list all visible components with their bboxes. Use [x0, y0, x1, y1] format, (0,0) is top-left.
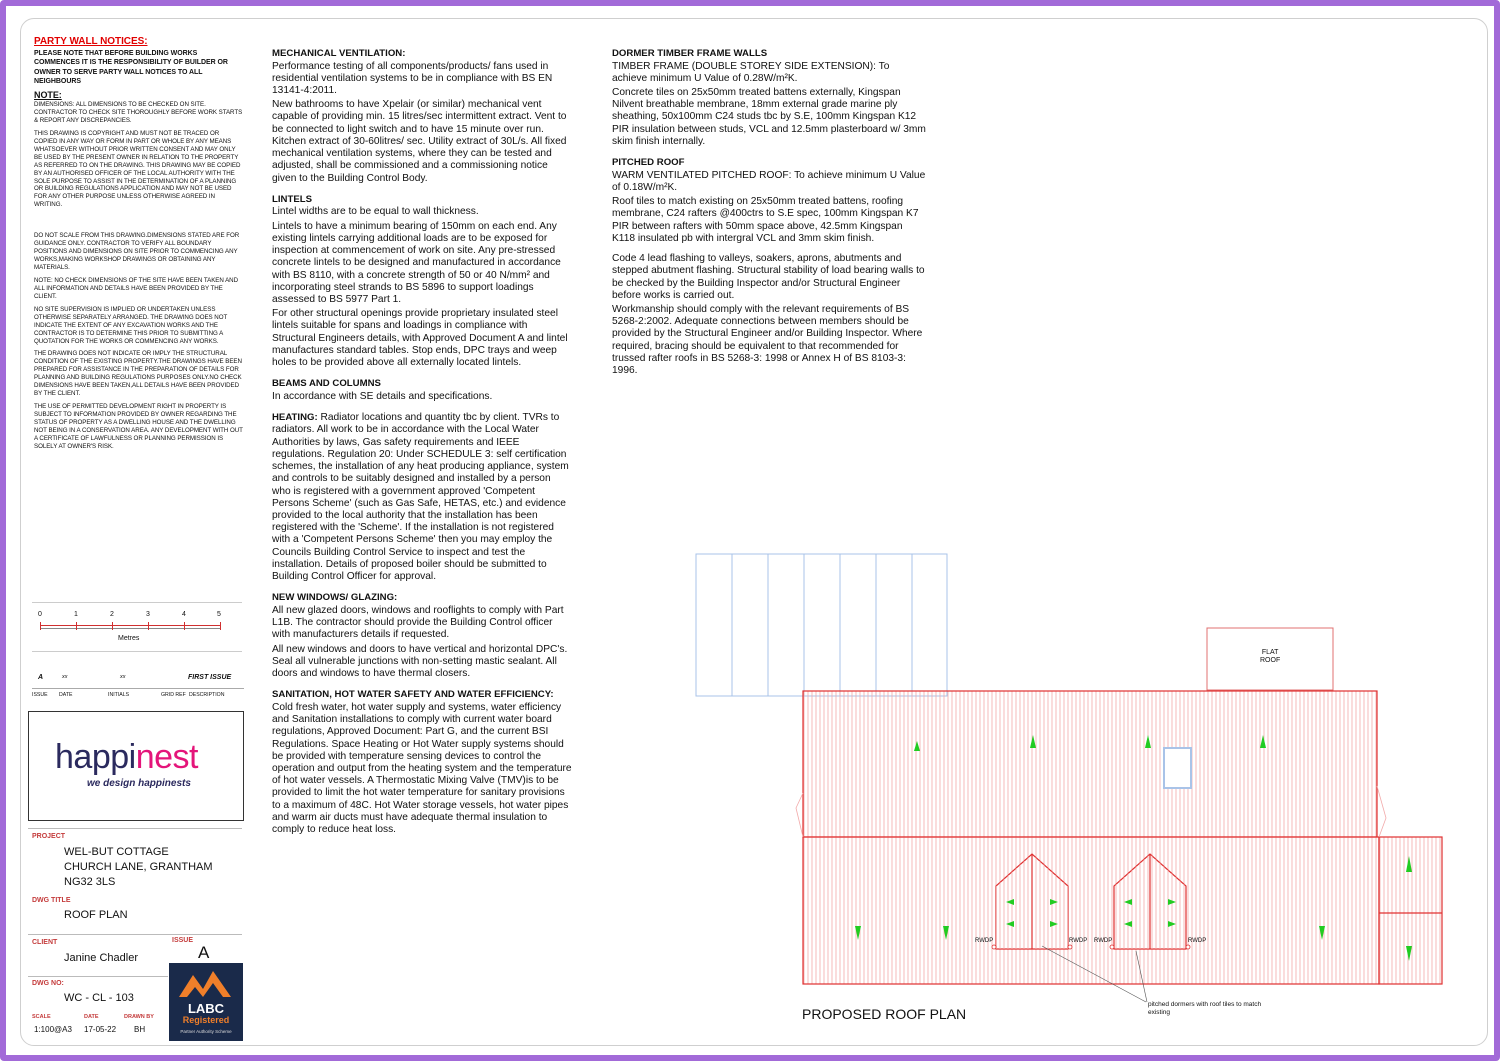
rwdp-label: RWDP — [1188, 938, 1207, 944]
spec-paragraph: Radiator locations and quantity tbc by client. TVRs to radiators. All work to be in accordance with the Local Water Authorities by laws, Gas safety requirements and IEEE regulations. Regulation 20: Under SCHEDULE 3: self certification schemes, the installation of any heat producing appliance, system and controls to be suitably designed and installed by a person who is registered with a government approved 'Competent Persons Scheme' (such as Gas Safe, HETAS, etc.) and evidence provided to the local authority that the installation has been registered with the 'Scheme'. If the installation is not registered with a 'Competent Persons Scheme' then you may employ the Councils Building Control Service to inspect and test the installation. Details of proposed boiler should be submitted to Building Control Officer for approval. — [272, 412, 569, 583]
spec-paragraph: Lintel widths are to be equal to wall thickness. — [272, 206, 479, 218]
dormer-annotation: pitched dormers with roof tiles to match existing — [1148, 1001, 1262, 1016]
spec-heading: NEW WINDOWS/ GLAZING: — [272, 592, 398, 604]
labc-sub: Partner Authority Scheme — [180, 1029, 232, 1034]
rwdp-label: RWDP — [1069, 938, 1088, 944]
dwg-no-label: DWG NO: — [32, 980, 64, 987]
note-paragraph: THIS DRAWING IS COPYRIGHT AND MUST NOT BE TRACED OR COPIED IN ANY WAY OR FORM IN PART OR WHOLE BY ANY MEANS WHATSOEVER WITHOUT PRIOR WRITTEN CONSENT AND MAY ONLY BE USED BY THE PRESENT OWNER IN RELATION TO THE PROPERTY AS REFERRED TO ON THE DRAWING. THIS DRAWING MAY BE COPIED BY AN AUTHORISED OFFICER OF THE LOCAL AUTHORITY WITH THE SOLE PURPOSE TO ASSIST IN THE DETERMINATION OF A PLANNING OR BUILDING REGULATIONS APPLICATION AND MAY NOT BE USED FOR ANY OTHER PURPOSE UNLESS OTHERWISE AGREED IN WRITING. — [34, 129, 241, 209]
main-roof-upper — [803, 691, 1377, 837]
rev-header: DATE — [59, 692, 73, 698]
scale-label: SCALE — [32, 1014, 51, 1020]
side-roof — [1379, 837, 1442, 984]
note-paragraph: NO SITE SUPERVISION IS IMPLIED OR UNDERTAKEN UNLESS OTHERWISE SEPARATELY ARRANGED. THE DRAWING DOES NOT INDICATE THE EXTENT OF ANY EXCAVATION WORKS AND THE CONTRACTOR IS TO DETERMINE THIS PRIOR TO SUBMITTING A QUOTATION FOR THE WORKS OR COMMENCING ANY WORKS. — [34, 305, 228, 345]
logo-tagline: we design happinests — [87, 778, 191, 789]
spec-paragraph: New bathrooms to have Xpelair (or similar) mechanical vent capable of providing min. 15 litres/sec intermittent extract. Vent to be connected to light switch and to have 15 minute over run. Kitchen extract of 30-60litres/ sec. Utility extract of 30L/s. All fixed mechanical ventilation systems, where they can be tested and adjusted, shall be commissioned and a commissioning notice given to the Building Control Body. — [272, 99, 567, 184]
spec-paragraph: TIMBER FRAME (DOUBLE STOREY SIDE EXTENSION): To achieve minimum U Value of 0.28W/m²K. — [612, 60, 890, 84]
rooflight — [1164, 748, 1191, 788]
scale-unit: Metres — [118, 635, 140, 642]
note-heading: NOTE: — [34, 89, 62, 100]
rev-header: DESCRIPTION — [189, 692, 225, 698]
spec-paragraph: Code 4 lead flashing to valleys, soakers, aprons, abutments and stepped abutment flashing. Structural stability of load bearing walls to be checked by the Building Inspector and/or Structural Engineer before works is carried out. — [612, 253, 925, 301]
rev-issue: A — [38, 674, 44, 681]
scale-tick: 0 — [38, 611, 42, 618]
labc-name: LABC — [187, 1001, 225, 1016]
party-wall-text: PLEASE NOTE THAT BEFORE BUILDING WORKS COMMENCES IT IS THE RESPONSIBILITY OF BUILDER OR OWNER TO SERVE PARTY WALL NOTICES TO ALL NEIGHBOURS — [34, 49, 228, 86]
spec-paragraph: Cold fresh water, hot water supply and systems, water efficiency and Sanitation installations to comply with current water board regulations, Approved Document: Part G, and the current BSI Regulations. Space Heating or Hot Water supply systems should be provided with temperature sensing devices to control the operation and output from the heating system and the temperature of hot water vessels. A Thermostatic Mixing Valve (TMV)is to be provided to limit the hot water temperature for sanitary provisions to a maximum of 48C. Hot Water storage vessels, hot water pipes and warm air ducts must have adequate thermal insulation to comply to reduce heat loss. — [272, 701, 572, 836]
spec-paragraph: Roof tiles to match existing on 25x50mm treated battens, roofing membrane, C24 rafters @400ctrs to S.E spec, 100mm Kingspan K7 PIR between rafters with 50mm space above, 42.5mm Kingspan K118 insulated pb with intergral VCL and 3mm skim finish. — [612, 196, 919, 244]
drawn-value: BH — [134, 1025, 146, 1034]
issue-value: A — [198, 943, 210, 962]
spec-paragraph: Concrete tiles on 25x50mm treated battens externally, Kingspan Nilvent breathable membrane, 18mm external grade marine ply sheathing, 50x100mm C24 studs tbc by S.E, 100mm Kingspan K12 PIR insulation between studs, VCL and 12.5mm plasterboard w/ 3mm skim finish internally. — [612, 86, 926, 147]
spec-paragraph: For other structural openings provide proprietary insulated steel lintels suitable for spans and loadings in compliance with Structural Engineers details, with Approved Document A and lintel manufactures standard tables. Stop ends, DPC trays and weep holes to be provided above all externally located lintels. — [272, 308, 568, 369]
date-label: DATE — [84, 1014, 99, 1020]
dwg-title-label: DWG TITLE — [32, 897, 71, 904]
plan-title: PROPOSED ROOF PLAN — [802, 1006, 967, 1022]
spec-paragraph: Lintels to have a minimum bearing of 150mm on each end. Any existing lintels carrying additional loads are to be exposed for inspection at commencement of work on site. Any pre-stressed concrete lintels to be designed and manufactured in accordance with BS 8110, with a concrete strength of 50 or 40 N/mm² and incorporating steel strands to BS 5896 to support loadings assessed to BS 5977 Part 1. — [272, 220, 561, 305]
note-paragraph: NOTE: NO CHECK DIMENSIONS OF THE SITE HAVE BEEN TAKEN AND ALL INFORMATION AND DETAILS HAVE BEEN PROVIDED BY THE CLIENT. — [34, 276, 239, 300]
project-address: WEL-BUT COTTAGE CHURCH LANE, GRANTHAM NG32 3LS — [64, 846, 213, 888]
spec-heading: MECHANICAL VENTILATION: — [272, 48, 406, 59]
roof-plan-drawing — [6, 6, 1500, 1061]
spec-paragraph: Workmanship should comply with the relevant requirements of BS 5268-2:2002. Adequate connections between members should be provided by the Structural Engineer and/or Building Inspector. Where required, bracing should be equivalent to that recommended for trussed rafter roofs in BS 5268-3: 1998 or Annex H of BS 8103-3: 1996. — [612, 303, 923, 377]
rev-header: INITIALS — [108, 692, 130, 698]
note-paragraph: DO NOT SCALE FROM THIS DRAWING.DIMENSIONS STATED ARE FOR GUIDANCE ONLY. CONTRACTOR TO VERIFY ALL BOUNDARY POSITIONS AND DIMENSIONS ON SITE PRIOR TO COMMENCING ANY WORKS,MAKING WORKSHOP DRAWINGS OR OBTAINING ANY MATERIALS. — [34, 232, 240, 271]
scale-tick: 4 — [182, 611, 186, 618]
note-paragraph: THE DRAWING DOES NOT INDICATE OR IMPLY THE STRUCTURAL CONDITION OF THE EXISTING PROPERTY.THE DRAWINGS HAVE BEEN PREPARED FOR ASSISTANCE IN THE PREPARATION OF DETAILS FOR PLANNING AND BUILDING REGULATIONS PURPOSES ONLY.NO CHECK DIMENSIONS HAVE BEEN TAKEN,ALL DETAILS HAVE BEEN PROVIDED BY THE CLIENT. — [34, 350, 242, 398]
issue-label: ISSUE — [172, 937, 194, 944]
spec-heading: DORMER TIMBER FRAME WALLS — [612, 48, 768, 59]
scale-tick: 5 — [217, 611, 221, 618]
scale-tick: 2 — [110, 611, 114, 618]
labc-status: Registered — [182, 1015, 230, 1025]
rwdp-label: RWDP — [975, 938, 994, 944]
scale-tick: 1 — [74, 611, 78, 618]
spec-heading: BEAMS AND COLUMNS — [272, 378, 381, 390]
spec-paragraph: WARM VENTILATED PITCHED ROOF: To achieve minimum U Value of 0.18W/m²K. — [612, 169, 926, 193]
scale-value: 1:100@A3 — [34, 1025, 72, 1034]
client-name: Janine Chadler — [64, 952, 138, 964]
roof-panels — [696, 554, 947, 696]
scale-tick: 3 — [146, 611, 150, 618]
spec-heading: HEATING: — [272, 412, 318, 424]
spec-paragraph: All new windows and doors to have vertical and horizontal DPC's. Seal all vulnerable junctions with non-setting mastic sealant. All doors and windows to have thermal closers. — [272, 643, 568, 680]
party-wall-title: PARTY WALL NOTICES: — [34, 36, 148, 47]
project-label: PROJECT — [32, 833, 66, 840]
drawn-label: DRAWN BY — [124, 1014, 154, 1020]
note-paragraph: DIMENSIONS: ALL DIMENSIONS TO BE CHECKED ON SITE. CONTRACTOR TO CHECK SITE THOROUGHLY BEFORE WORK STARTS & REPORT ANY DISCREPANCIES. — [34, 101, 243, 124]
spec-paragraph: Performance testing of all components/products/ fans used in residential ventilation systems to be in compliance with BS EN 13141-4:2011. — [272, 60, 553, 96]
rev-description: FIRST ISSUE — [188, 674, 232, 681]
spec-heading: LINTELS — [272, 193, 312, 205]
flat-roof-label: FLAT ROOF — [1260, 649, 1281, 665]
client-label: CLIENT — [32, 939, 58, 946]
note-paragraph: THE USE OF PERMITTED DEVELOPMENT RIGHT IN PROPERTY IS SUBJECT TO INFORMATION PROVIDED BY OWNER REGARDING THE STATUS OF PROPERTY AS A DWELLING HOUSE AND THE DWELLING NOT BEING IN A CONSERVATION AREA. ANY DEVELOPMENT WITH OUT A CERTIFICATE OF LAWFULNESS OR PLANNING PERMISSION IS SOLELY AT OWNER'S RISK. — [34, 403, 243, 450]
main-roof-lower — [803, 837, 1379, 984]
spec-paragraph: All new glazed doors, windows and rooflights to comply with Part L1B. The contractor should provide the Building Control officer with manufacturers details if requested. — [272, 604, 564, 641]
rwdp-label: RWDP — [1094, 938, 1113, 944]
rev-initials: xx — [120, 674, 126, 680]
spec-heading: PITCHED ROOF — [612, 157, 685, 169]
rev-date: xx — [62, 674, 68, 680]
rev-header: GRID REF — [161, 692, 186, 698]
date-value: 17-05-22 — [84, 1025, 117, 1034]
dwg-title: ROOF PLAN — [64, 909, 128, 921]
spec-paragraph: In accordance with SE details and specifications. — [272, 390, 493, 402]
dwg-no: WC - CL - 103 — [64, 992, 134, 1004]
logo-wordmark: happinest — [55, 738, 198, 776]
spec-heading: SANITATION, HOT WATER SAFETY AND WATER EFFICIENCY: — [272, 689, 554, 701]
rev-header: ISSUE — [32, 692, 48, 698]
